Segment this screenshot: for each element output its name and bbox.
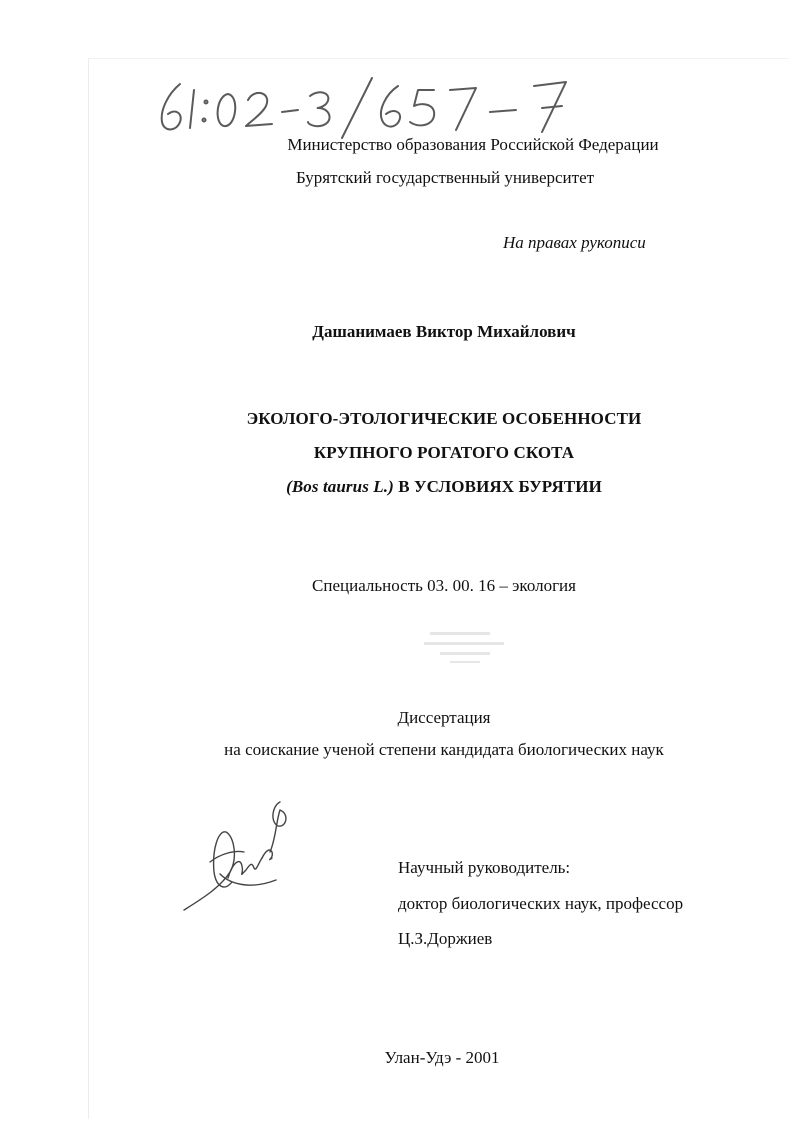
title-line-3 (286, 477, 602, 497)
university-line: Бурятский государственный университет (295, 168, 595, 187)
title-line-1: ЭКОЛОГО-ЭТОЛОГИЧЕСКИЕ ОСОБЕННОСТИ (246, 409, 642, 428)
supervisor-name: Ц.З.Доржиев (398, 929, 493, 948)
manuscript-rights-note: На правах рукописи (503, 233, 646, 252)
supervisor-label: Научный руководитель: (398, 858, 571, 877)
specialty-line: Специальность 03. 00. 16 – экология (312, 576, 576, 595)
work-type-line: Диссертация (397, 708, 491, 727)
handwritten-catalog-number (150, 72, 590, 142)
supervisor-rank: доктор биологических наук, профессор (398, 894, 684, 913)
ministry-line: Министерство образования Российской Федерации (287, 135, 659, 154)
title-line-3-rest: В УСЛОВИЯХ БУРЯТИИ (393, 477, 602, 496)
degree-line: на соискание ученой степени кандидата биологических наук (224, 740, 664, 759)
faint-stamp-smudge (420, 628, 530, 668)
city-year-line: Улан-Удэ - 2001 (384, 1048, 500, 1067)
handwritten-signature (180, 792, 300, 917)
author-name: Дашанимаев Виктор Михайлович (312, 322, 576, 341)
title-line-2: КРУПНОГО РОГАТОГО СКОТА (313, 443, 575, 462)
latin-species-name: (Bos taurus L.) (286, 477, 394, 496)
